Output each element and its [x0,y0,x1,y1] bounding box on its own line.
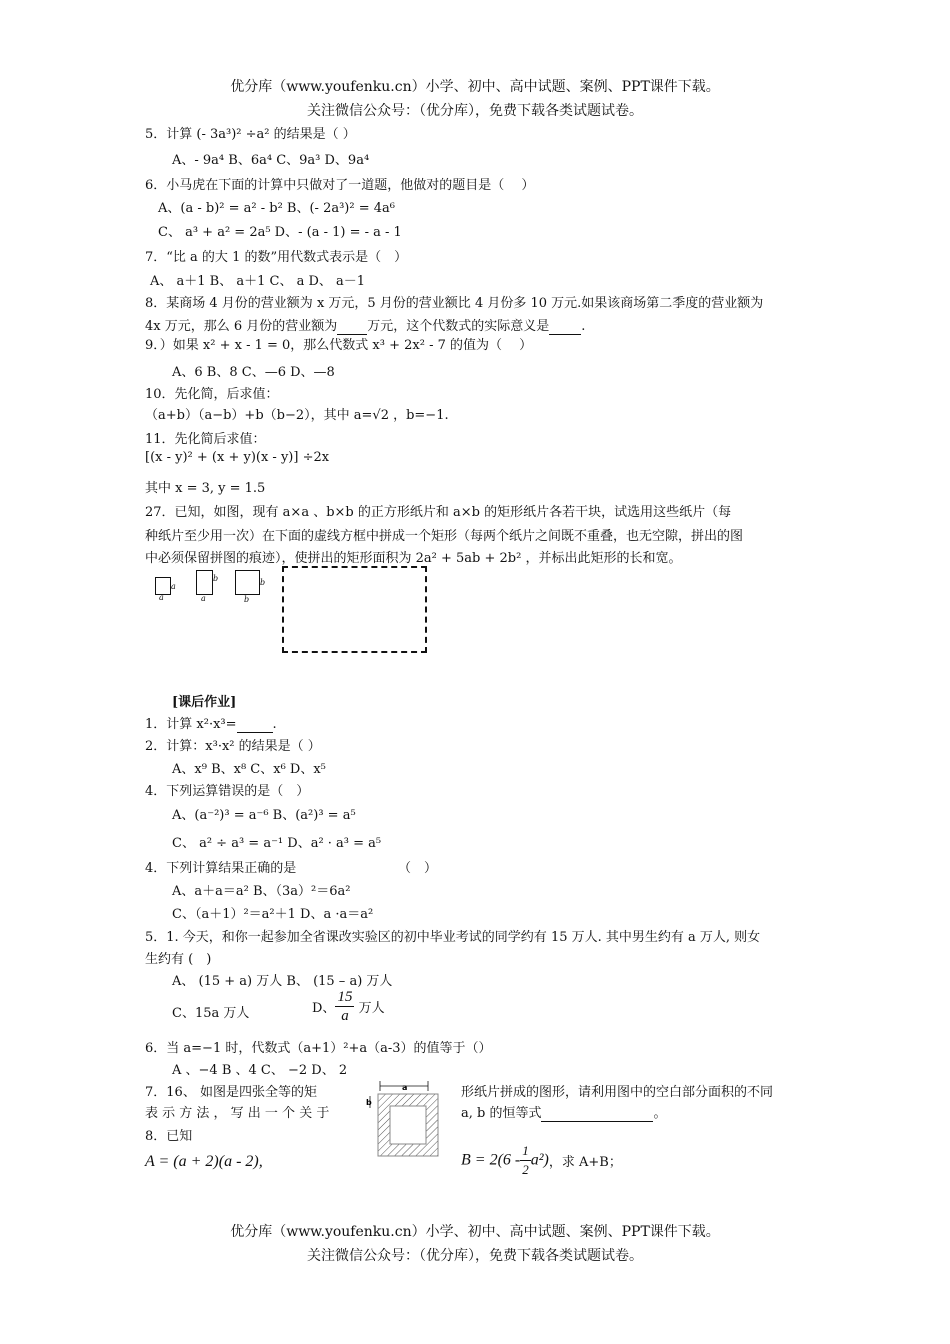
hw5-line-1: 5．1. 今天，和你一起参加全省课改实验区的初中毕业考试的同学约有 15 万人. 其中男生约有 a 万人, 则女 [145,930,761,945]
hw3-stem: 4．下列运算错误的是（ ） [145,784,310,799]
square-b-side-label: b [260,578,266,587]
header-line-1: 优分库（www.youfenku.cn）小学、初中、高中试题、案例、PPT课件下载。 [230,79,720,95]
hw8-fraction [520,1142,531,1179]
hw8-fraction-den: 2 [522,1162,529,1177]
q10-expr: （a+b）（a−b）+b（b−2），其中 a=√2 ，b=−1. [145,408,449,423]
q9-stem: 9．）如果 x² + x - 1 = 0，那么代数式 x³ + 2x² - 7 的值为（ ） [145,338,533,353]
answer-dashed-box[interactable] [282,566,427,653]
q8-blank-1[interactable] [337,319,367,335]
hw1 [145,713,277,733]
hw4-options-1: A、a＋a＝a² B、（3a）²＝6a² [172,884,351,899]
hw7-blank[interactable] [541,1106,653,1122]
q8-line-2b: 万元，这个代数式的实际意义是 [367,319,550,334]
hw8-title: 8．已知 [145,1129,193,1144]
q6-stem: 6．小马虎在下面的计算中只做对了一道题，他做对的题目是（ ） [145,178,535,193]
hw5-fraction-den: a [341,1008,349,1024]
header-line-2: 关注微信公众号：（优分库），免费下载各类试题试卷。 [307,103,643,119]
square-a-bottom-label: a [159,593,164,602]
hw8-expr-b [461,1142,622,1179]
hw5-fraction [335,988,354,1025]
hw8-expr-a: A = (a + 2)(a - 2), [145,1153,263,1170]
hw6-stem: 6．当 a=−1 时，代数式（a+1）²+a（a-3）的值等于（） [145,1041,492,1056]
hw7-inner-square [390,1106,426,1144]
hw2-stem: 2．计算：x³·x² 的结果是（ ） [145,739,321,754]
q8-line-2 [145,315,585,335]
hw7-label-a: a [402,1083,408,1092]
hw4-paren: （ ） [398,861,438,876]
hw7-right-2 [461,1102,667,1122]
q5-stem: 5．计算 (- 3a³)² ÷a² 的结果是（ ） [145,127,356,142]
rect-ab-piece [196,570,213,595]
square-a-side-label: a [171,582,176,591]
q11-condition: 其中 x = 3, y = 1.5 [145,481,266,496]
q8-line-2a: 4x 万元，那么 6 月份的营业额为 [145,319,338,334]
q7-stem: 7．“比 a 的大 1 的数”用代数式表示是（ ） [145,250,408,265]
q9-options: A、6 B、8 C、—6 D、—8 [172,365,335,380]
q27-line-1: 27．已知，如图，现有 a×a 、b×b 的正方形纸片和 a×b 的矩形纸片各若干块，试选用这些纸片（每 [145,505,732,520]
hw5-fraction-num: 15 [337,989,353,1005]
q8-line-1: 8．某商场 4 月份的营业额为 x 万元，5 月份的营业额比 4 月份多 10 万元.如果该商场第二季度的营业额为 [145,296,764,311]
hw8-tail: ，求 A+B； [548,1155,622,1170]
hw7-label-b: b [366,1098,372,1107]
hw1-blank[interactable] [237,717,273,733]
q7-options: A、 a＋1 B、 a＋1 C、 a D、 a－1 [150,274,366,289]
hw5-option-d-prefix: D、 [312,1001,336,1016]
q8-line-2c: . [581,319,586,334]
square-b-piece [235,570,260,595]
square-b-bottom-label: b [244,595,250,604]
hw4-stem: 4．下列计算结果正确的是 [145,861,297,876]
hw1-stem: 1．计算 x²·x³= [145,717,237,732]
hw7-right-2b: 。 [653,1106,667,1121]
hw5-options-1: A、 (15 + a) 万人 B、 (15 – a) 万人 [172,974,393,989]
hw7-figure [366,1078,446,1160]
hw5-option-c: C、15a 万人 [172,1006,250,1021]
rect-ab-side-label: b [213,574,219,583]
hw8-b-prefix: B = 2(6 - [461,1151,521,1169]
q27-line-3: 中必须保留拼图的痕迹），使拼出的矩形面积为 2a² + 5ab + 2b² ，并标出此矩形的长和宽。 [145,551,682,566]
q8-blank-2[interactable] [549,319,581,335]
q11-expr: [(x - y)² + (x + y)(x - y)] ÷2x [145,450,330,465]
hw8-fraction-num: 1 [520,1142,531,1161]
q27-line-2: 种纸片至少用一次）在下面的虚线方框中拼成一个矩形（每两个纸片之间既不重叠，也无空隙，拼出的图 [145,529,744,544]
hw6-options: A 、−4 B 、4 C、 −2 D、 2 [172,1063,348,1078]
footer-line-2: 关注微信公众号：（优分库），免费下载各类试题试卷。 [307,1248,643,1264]
hw2-options: A、x⁹ B、x⁸ C、x⁶ D、x⁵ [172,762,326,777]
hw1-end: . [272,717,277,732]
footer-line-1: 优分库（www.youfenku.cn）小学、初中、高中试题、案例、PPT课件下载。 [230,1224,720,1240]
hw3-options-1: A、(a⁻²)³ = a⁻⁶ B、(a²)³ = a⁵ [172,808,356,823]
hw5-option-d [312,988,385,1025]
hw4-options-2: C、（a＋1）²＝a²＋1 D、a ·a＝a² [172,907,374,922]
hw3-options-2: C、 a² ÷ a³ = a⁻¹ D、a² · a³ = a⁵ [172,836,382,851]
q5-options: A、- 9a⁴ B、6a⁴ C、9a³ D、9a⁴ [172,153,370,168]
hw5-option-d-suffix: 万人 [358,1001,385,1016]
q10-title: 10．先化简，后求值： [145,387,279,402]
homework-title: [课后作业] [172,695,237,710]
q11-title: 11．先化简后求值： [145,432,266,447]
rect-ab-bottom-label: a [201,594,206,603]
hw7-right-1: 形纸片拼成的图形，请利用图中的空白部分面积的不同 [461,1085,774,1100]
hw7-right-2a: a, b 的恒等式 [461,1106,542,1121]
hw5-line-2: 生约有 ( ) [145,952,212,967]
q6-options-2: C、 a³ + a² = 2a⁵ D、- (a - 1) = - a - 1 [158,225,402,240]
q6-options-1: A、(a - b)² = a² - b² B、(- 2a³)² = 4a⁶ [158,201,395,216]
hw8-b-suffix: a²) [530,1151,549,1169]
hw7-left-1: 7．16、 如图是四张全等的矩 [145,1085,317,1100]
hw7-left-2: 表 示 方 法 ， 写 出 一 个 关 于 [145,1106,330,1121]
